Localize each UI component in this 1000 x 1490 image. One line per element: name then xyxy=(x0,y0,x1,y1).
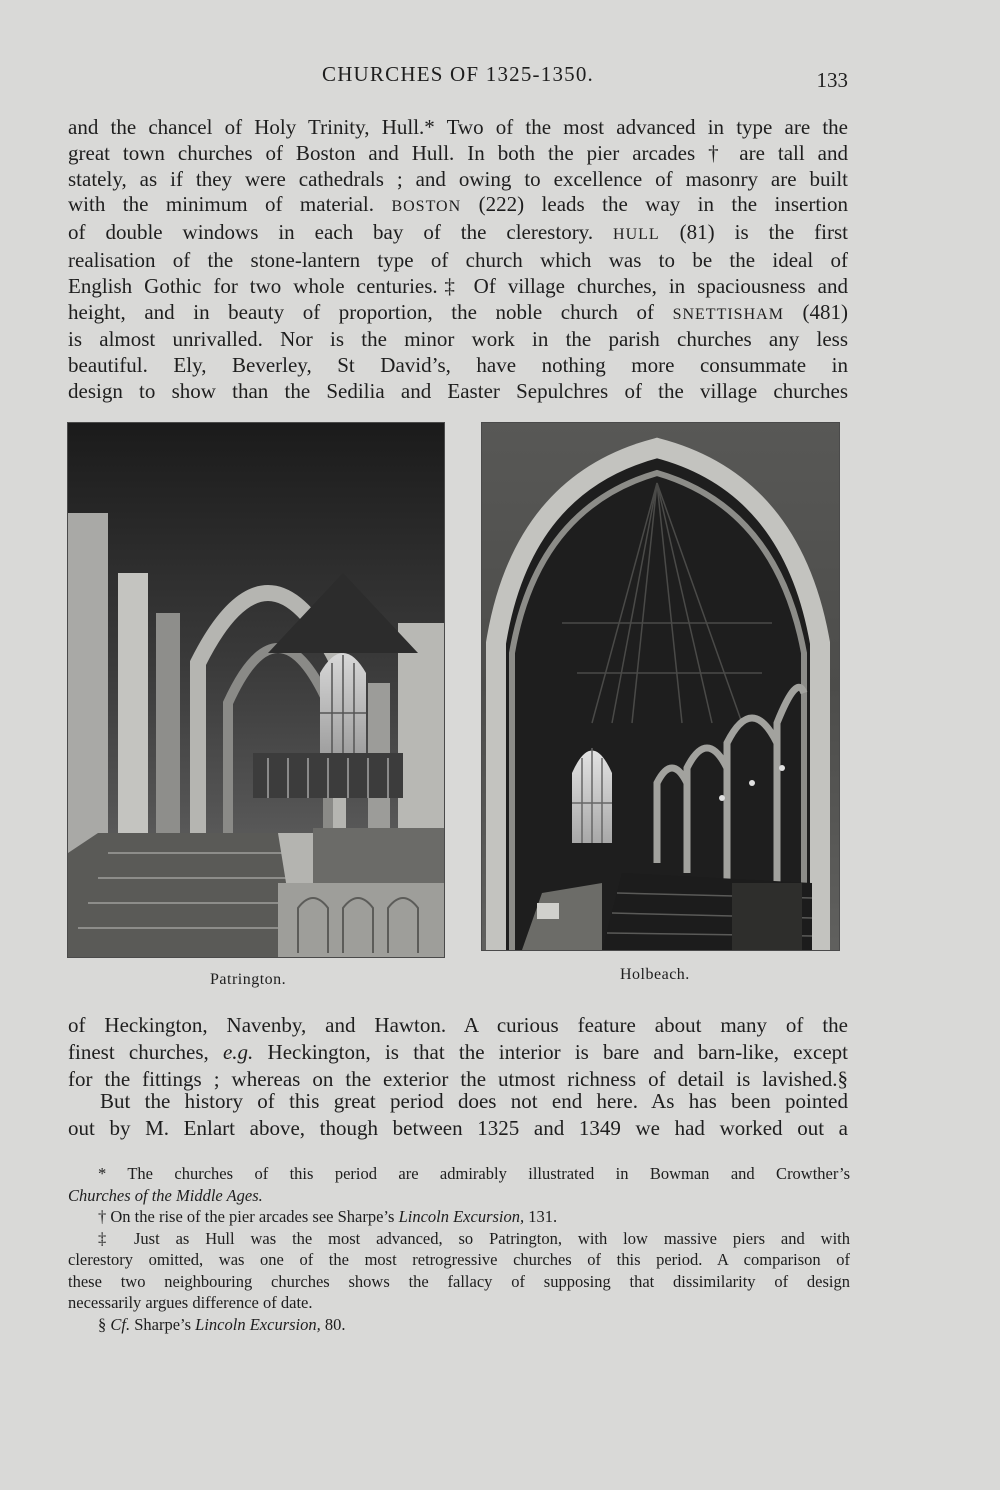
text-line: out by M. Enlart above, though between 1325 and 1349 we had worked out a xyxy=(68,1116,848,1140)
text-line: English Gothic for two whole centuries.‡ Of village churches, in spaciousness and xyxy=(68,273,848,298)
footnote-4 xyxy=(68,1314,850,1336)
italic-eg: e.g. xyxy=(222,1040,254,1064)
footnote-line: ‡ Just as Hull was the most advanced, so Patrington, with low massive piers and with xyxy=(98,1228,850,1248)
footnote-line: † On the rise of the pier arcades see Sharpe’s Lincoln Excursion, 131. xyxy=(98,1207,558,1226)
footnote-2 xyxy=(68,1206,850,1228)
text-line: But the history of this great period does not end here. As has been pointed xyxy=(100,1089,848,1113)
caption-patrington: Patrington. xyxy=(210,971,287,988)
running-head xyxy=(68,62,848,94)
text-line: design to show than the Sedilia and Easter Sepulchres of the village churches xyxy=(68,378,848,403)
footnote-3 xyxy=(68,1228,850,1314)
footnote-line: * The churches of this period are admirably illustrated in Bowman and Crowther’s xyxy=(98,1164,850,1183)
text-line: height, and in beauty of proportion, the noble church of SNETTISHAM (481) xyxy=(68,299,849,324)
footnote-line: § Cf. Sharpe’s Lincoln Excursion, 80. xyxy=(98,1314,346,1334)
footnotes xyxy=(68,1163,850,1335)
photo-holbeach-interior xyxy=(481,422,840,951)
text-line: and the chancel of Holy Trinity, Hull.* Two of the most advanced in type are the xyxy=(68,115,848,139)
italic-title: Churches of the Middle Ages. xyxy=(68,1185,263,1205)
text-line: of Heckington, Navenby, and Hawton. A curious feature about many of the xyxy=(68,1013,848,1037)
text-line: realisation of the stone-lantern type of church which was to be the ideal of xyxy=(68,247,848,272)
page-number: 133 xyxy=(816,68,848,92)
text-line: is almost unrivalled. Nor is the minor work in the parish churches any less xyxy=(68,327,848,352)
footnote-1 xyxy=(68,1163,850,1206)
text-line: of double windows in each bay of the clerestory. HULL (81) is the first xyxy=(68,220,849,245)
body-paragraph-1 xyxy=(68,115,848,405)
text-line: with the minimum of material. BOSTON (222) leads the way in the insertion xyxy=(68,192,849,217)
text-line: finest churches, e.g. Heckington, is that the interior is bare and barn-like, except xyxy=(68,1040,848,1064)
place-name-boston: BOSTON xyxy=(391,198,462,216)
place-name-hull: HULL xyxy=(613,226,660,244)
italic-title: Lincoln Excursion, xyxy=(195,1314,321,1334)
body-paragraph-3 xyxy=(68,1088,848,1142)
caption-holbeach: Holbeach. xyxy=(620,966,690,983)
photo-patrington-interior xyxy=(67,422,445,958)
footnote-line xyxy=(68,1185,850,1207)
footnote-line: necessarily argues difference of date. xyxy=(68,1293,313,1312)
footnote-line: these two neighbouring churches shows the fallacy of supposing that dissimilarity of design xyxy=(68,1271,850,1291)
running-title: CHURCHES OF 1325-1350. xyxy=(321,62,594,86)
body-paragraph-2 xyxy=(68,1012,848,1093)
text-line: great town churches of Boston and Hull. In both the pier arcades † are tall and xyxy=(68,140,848,165)
italic-title: Lincoln Excursion, xyxy=(398,1207,525,1226)
text-line: beautiful. Ely, Beverley, St David’s, have nothing more consummate in xyxy=(68,353,848,378)
holbeach-photo-graphic xyxy=(482,423,839,950)
text-line: stately, as if they were cathedrals ; and owing to excellence of masonry are built xyxy=(68,166,848,191)
footnote-line: clerestory omitted, was one of the most retrogressive churches of this period. A comparison of xyxy=(68,1250,850,1269)
patrington-photo-graphic xyxy=(68,423,444,957)
place-name-snettisham: SNETTISHAM xyxy=(672,305,784,323)
text-line: for the fittings ; whereas on the exterior the utmost richness of detail is lavished.§ xyxy=(68,1067,848,1091)
